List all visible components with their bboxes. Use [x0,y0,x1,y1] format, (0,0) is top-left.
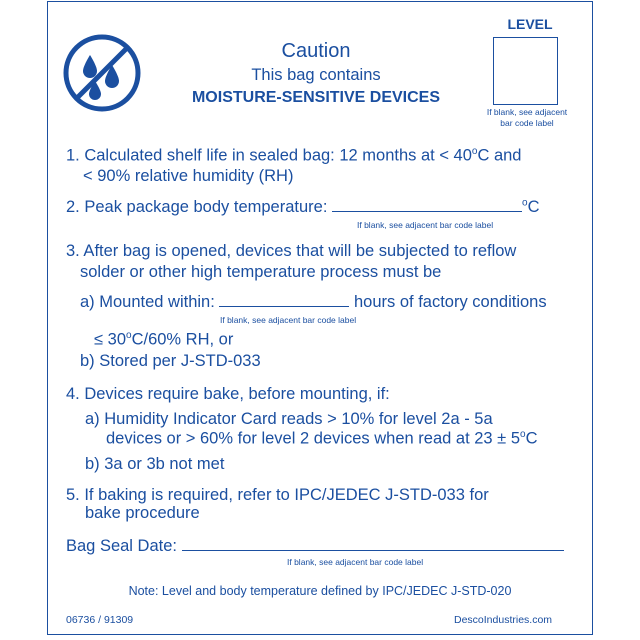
item-1-line1: 1. Calculated shelf life in sealed bag: 12 months at < $40^oC$ and [66,146,522,165]
seal-date-blank [182,534,564,551]
item-3a-condition: ≤ $30^oC/60\%$ RH, or [94,330,234,349]
caution-title: Caution [281,40,351,62]
level-note-line2: bar code label [500,118,554,128]
peak-temp-blank [332,195,522,212]
company-url: DescoIndustries.com [454,614,553,626]
footer-note: Note: Level and body temperature defined by IPC/JEDEC J-STD-020 [128,584,512,598]
level-note-line1: If blank, see adjacent [486,107,568,117]
item-3-line1: 3. After bag is opened, devices that will be subjected to reflow [66,242,517,260]
seal-date-note: If blank, see adjacent bar code label [287,557,424,567]
item-4-line: 4. Devices require bake, before mounting, if: [66,385,390,403]
msd-heading: MOISTURE-SENSITIVE DEVICES [191,89,441,106]
level-title: LEVEL [507,16,553,32]
level-box [493,37,558,105]
item-1-line2: < 90% relative humidity (RH) [83,167,294,185]
item-4b-line: b) 3a or 3b not met [85,455,225,473]
item-3b-line: b) Stored per J-STD-033 [80,352,261,370]
item-2-line: 2. Peak package body temperature: $^o$C [66,195,539,217]
item-5-line1: 5. If baking is required, refer to IPC/JEDEC J-STD-033 for [66,486,489,504]
no-moisture-icon [62,33,142,113]
part-code: 06736 / 91309 [66,614,134,626]
item-3a-line: a) Mounted within: hours of factory conditions [80,290,547,312]
item-3a-note: If blank, see adjacent bar code label [220,315,357,325]
bag-contains-text: This bag contains [251,66,381,84]
item-4a-line2: devices or > 60% for level 2 devices when read at $23 \pm 5^oC$ [106,429,538,448]
item-4a-line1: a) Humidity Indicator Card reads > 10% for level 2a - 5a [85,410,493,428]
item-3-line2: solder or other high temperature process must be [80,263,442,281]
mount-hours-blank [219,290,349,307]
item-5-line2: bake procedure [85,504,200,522]
bag-seal-date-line: Bag Seal Date: [66,534,564,556]
item-2-note: If blank, see adjacent bar code label [357,220,494,230]
